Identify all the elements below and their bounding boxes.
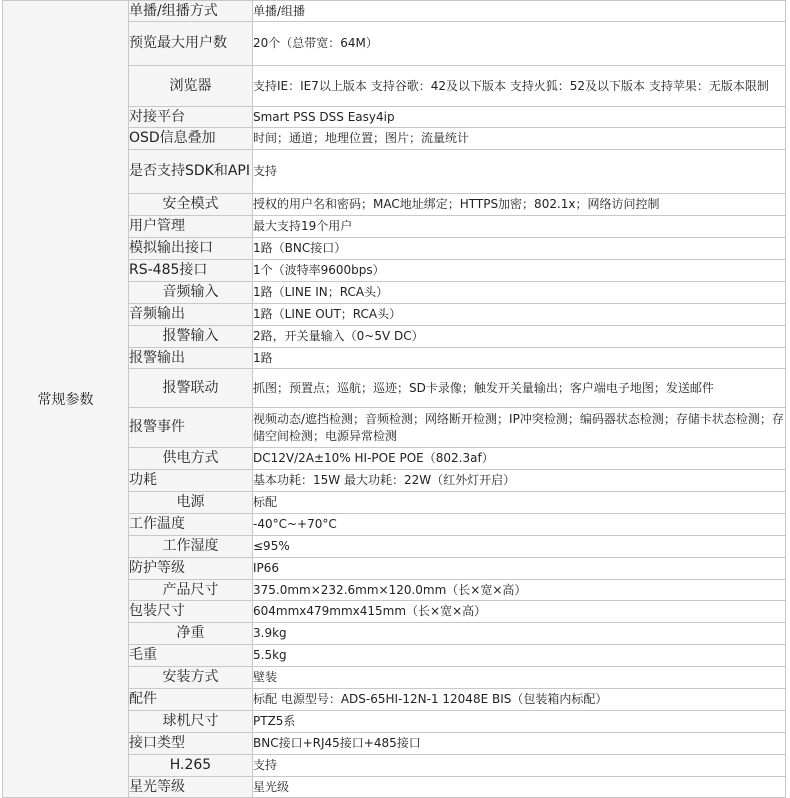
spec-key: 安装方式	[129, 667, 253, 689]
spec-value: PTZ5系	[253, 711, 786, 733]
spec-value: 授权的用户名和密码；MAC地址绑定；HTTPS加密；802.1x；网络访问控制	[253, 194, 786, 216]
spec-value: 标配 电源型号：ADS-65HI-12N-1 12048E BIS（包装箱内标配）	[253, 689, 786, 711]
group-label: 常规参数	[37, 392, 94, 408]
spec-value: 5.5kg	[253, 645, 786, 667]
spec-row	[3, 1, 786, 22]
spec-value: 1路（LINE OUT；RCA头）	[253, 304, 786, 326]
spec-value: 1路（LINE IN；RCA头）	[253, 282, 786, 304]
spec-key: 星光等级	[129, 777, 253, 798]
spec-key: 安全模式	[129, 194, 253, 216]
spec-key: RS-485接口	[129, 260, 253, 282]
spec-key: 工作温度	[129, 514, 253, 536]
spec-value: 1路	[253, 348, 786, 369]
spec-key: 防护等级	[129, 558, 253, 580]
spec-value: DC12V/2A±10% HI-POE POE（802.3af）	[253, 448, 786, 470]
spec-value: 壁装	[253, 667, 786, 689]
spec-key: H.265	[129, 755, 253, 777]
group-label-cell	[3, 1, 129, 798]
spec-value: BNC接口+RJ45接口+485接口	[253, 733, 786, 755]
spec-value: -40°C~+70°C	[253, 514, 786, 536]
spec-value: 604mmx479mmx415mm（长×宽×高）	[253, 601, 786, 623]
spec-value: 时间；通道；地理位置；图片；流量统计	[253, 128, 786, 150]
spec-key: 接口类型	[129, 733, 253, 755]
spec-key: 电源	[129, 492, 253, 514]
spec-value: 375.0mm×232.6mm×120.0mm（长×宽×高）	[253, 580, 786, 601]
spec-value: 视频动态/遮挡检测；音频检测；网络断开检测；IP冲突检测；编码器状态检测；存储卡状态检测；存储空间检测；电源异常检测	[253, 408, 786, 448]
spec-key: 报警输入	[129, 326, 253, 348]
spec-value: 1个（波特率9600bps）	[253, 260, 786, 282]
spec-key: 报警输出	[129, 348, 253, 369]
spec-key: 净重	[129, 623, 253, 645]
spec-key: 是否支持SDK和API	[129, 150, 253, 194]
spec-key: 供电方式	[129, 448, 253, 470]
spec-table-body	[3, 1, 786, 798]
spec-key: 音频输出	[129, 304, 253, 326]
spec-value: 20个（总带宽：64M）	[253, 22, 786, 66]
spec-value: 单播/组播	[253, 1, 786, 22]
spec-value: IP66	[253, 558, 786, 580]
spec-key: 报警事件	[129, 408, 253, 448]
spec-key: 模拟输出接口	[129, 238, 253, 260]
spec-value: 基本功耗：15W 最大功耗：22W（红外灯开启）	[253, 470, 786, 492]
spec-key: 浏览器	[129, 66, 253, 107]
spec-table	[2, 0, 786, 798]
spec-key: 包装尺寸	[129, 601, 253, 623]
spec-key: 对接平台	[129, 107, 253, 128]
spec-key: 音频输入	[129, 282, 253, 304]
spec-key: 产品尺寸	[129, 580, 253, 601]
spec-key: 用户管理	[129, 216, 253, 238]
spec-value: 3.9kg	[253, 623, 786, 645]
spec-value: 支持IE：IE7以上版本 支持谷歌：42及以下版本 支持火狐：52及以下版本 支持苹果：无版本限制	[253, 66, 786, 107]
spec-key: 预览最大用户数	[129, 22, 253, 66]
spec-key: 功耗	[129, 470, 253, 492]
spec-key: 报警联动	[129, 369, 253, 408]
spec-value: 最大支持19个用户	[253, 216, 786, 238]
spec-value: Smart PSS DSS Easy4ip	[253, 107, 786, 128]
spec-value: 支持	[253, 150, 786, 194]
spec-key: 单播/组播方式	[129, 1, 253, 22]
spec-value: 2路，开关量输入（0~5V DC）	[253, 326, 786, 348]
spec-value: 1路（BNC接口）	[253, 238, 786, 260]
spec-value: 星光级	[253, 777, 786, 798]
spec-value: 抓图；预置点；巡航；巡迹；SD卡录像；触发开关量输出；客户端电子地图；发送邮件	[253, 369, 786, 408]
spec-value: 支持	[253, 755, 786, 777]
spec-value: 标配	[253, 492, 786, 514]
spec-value: ≤95%	[253, 536, 786, 558]
spec-key: 工作湿度	[129, 536, 253, 558]
spec-key: 球机尺寸	[129, 711, 253, 733]
spec-key: 配件	[129, 689, 253, 711]
spec-key: 毛重	[129, 645, 253, 667]
spec-key: OSD信息叠加	[129, 128, 253, 150]
